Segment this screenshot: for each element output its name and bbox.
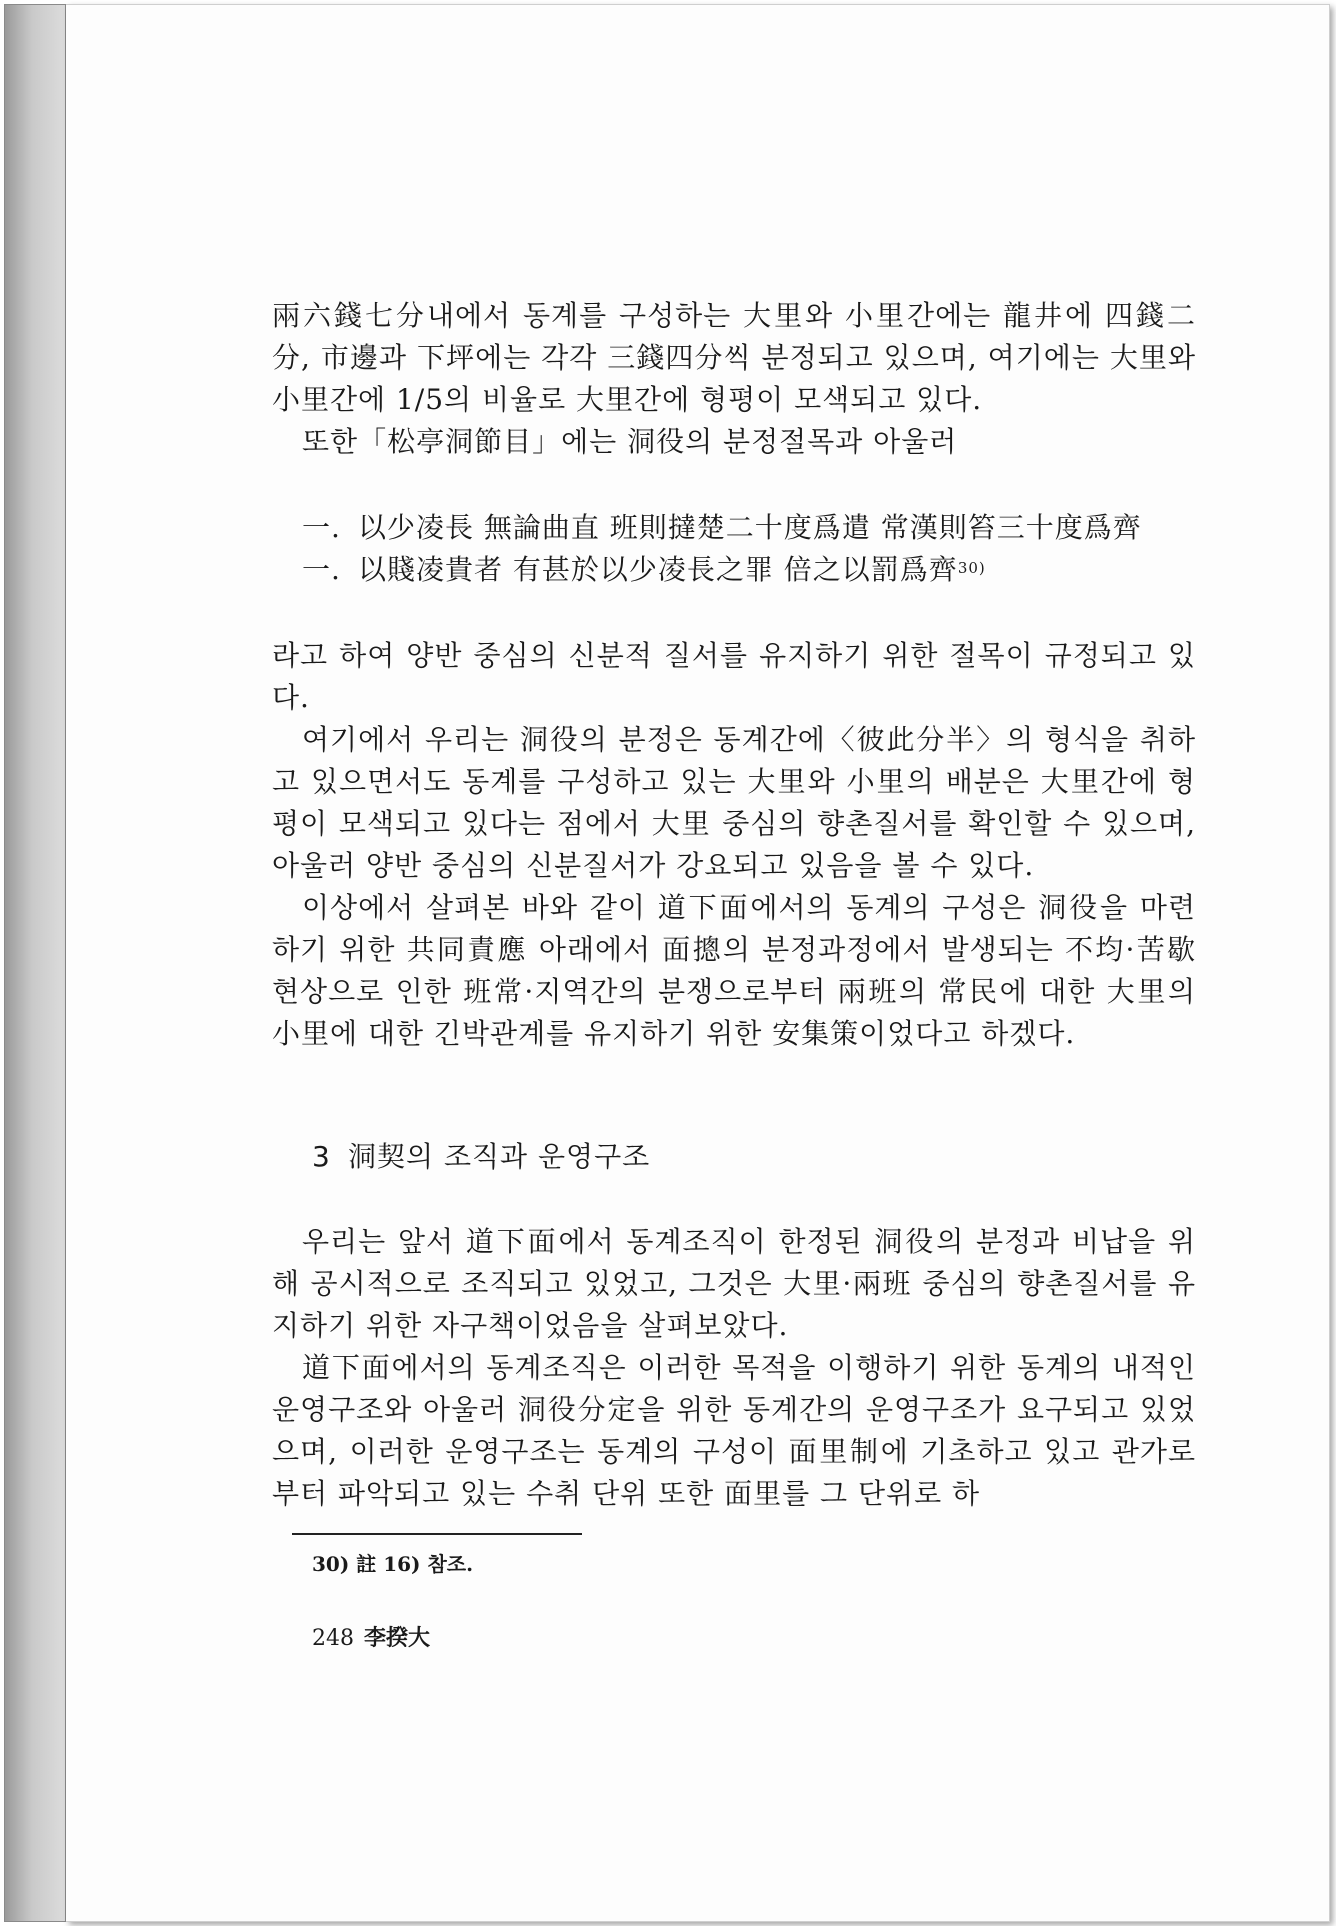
paragraph-2: 또한「松亭洞節目」에는 洞役의 분정절목과 아울러 (302, 425, 958, 458)
regulation-text: 以賤凌貴者 有甚於以少凌長之罪 倍之以罰爲齊 (358, 553, 958, 586)
regulation-marker: 一. (302, 553, 341, 586)
book-page (66, 4, 1330, 1922)
regulation-text: 以少凌長 無論曲直 班則撻楚二十度爲遣 常漢則笞三十度爲齊 (358, 511, 1142, 544)
paragraph-3: 라고 하여 양반 중심의 신분적 질서를 유지하기 위한 절목이 규정되고 있다. (272, 639, 1196, 714)
regulation-line-1 (302, 507, 1196, 549)
regulation-line-2 (302, 549, 1196, 591)
footnote: 30) 註 16) 참조. (312, 1552, 474, 1576)
book-spine (4, 4, 66, 1922)
paragraph-7: 道下面에서의 동계조직은 이러한 목적을 이행하기 위한 동계의 내적인 운영구조와 아울러 洞役分定을 위한 동계간의 운영구조가 요구되고 있었으며, 이러한 운영구조는 동계의 구성이 面里制에 기초하고 있고 관가로부터 파악되고 있는 수취 단위 또한 面里를 그 단위로 하 (272, 1351, 1196, 1510)
section-number: 3 (312, 1140, 331, 1173)
regulation-marker: 一. (302, 511, 341, 544)
footnote-divider (292, 1533, 582, 1535)
footnote-reference: 30) (957, 559, 986, 577)
paragraph-5: 이상에서 살펴본 바와 같이 道下面에서의 동계의 구성은 洞役을 마련하기 위한 共同責應 아래에서 面摠의 분정과정에서 발생되는 不均·苦歇 현상으로 인한 班常·지역간의 분쟁으로부터 兩班의 常民에 대한 大里의 小里에 대한 긴박관계를 유지하기 위한 安集策이었다고 하겠다. (272, 891, 1196, 1050)
paragraph-1: 兩六錢七分내에서 동계를 구성하는 大里와 小里간에는 龍井에 四錢二分, 市邊과 下坪에는 각각 三錢四分씩 분정되고 있으며, 여기에는 大里와 小里간에 1/5의 비율로 大里간에 형평이 모색되고 있다. (272, 299, 1196, 416)
page-number: 248 (312, 1626, 354, 1651)
section-heading (312, 1137, 1196, 1177)
author-name: 李揆大 (364, 1625, 431, 1651)
quoted-regulations (272, 507, 1196, 591)
page-footer (312, 1623, 1196, 1654)
paragraph-6: 우리는 앞서 道下面에서 동계조직이 한정된 洞役의 분정과 비납을 위해 공시적으로 조직되고 있었고, 그것은 大里·兩班 중심의 향촌질서를 유지하기 위한 자구책이었음을 살펴보았다. (272, 1225, 1196, 1342)
paragraph-4: 여기에서 우리는 洞役의 분정은 동계간에〈彼此分半〉의 형식을 취하고 있으면서도 동계를 구성하고 있는 大里와 小里의 배분은 大里간에 형평이 모색되고 있다는 점에서 大里 중심의 향촌질서를 확인할 수 있으며, 아울러 양반 중심의 신분질서가 강요되고 있음을 볼 수 있다. (272, 723, 1196, 882)
page-content (272, 295, 1196, 1654)
section-title: 洞契의 조직과 운영구조 (348, 1140, 651, 1173)
